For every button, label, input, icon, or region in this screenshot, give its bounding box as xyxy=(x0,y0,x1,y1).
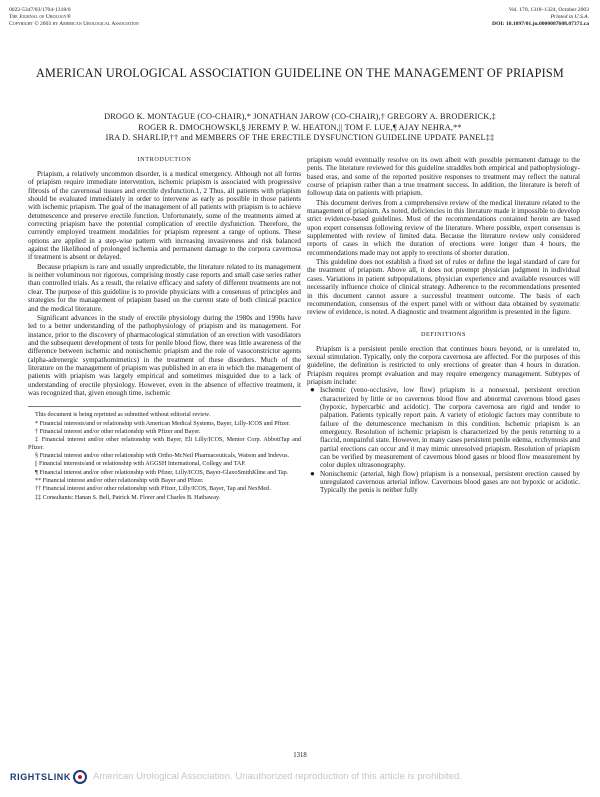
author-list xyxy=(20,112,580,144)
subtype-list xyxy=(307,386,580,494)
journal-name: The Journal of Urology® xyxy=(9,14,71,21)
author-line: IRA D. SHARLIP,†† and MEMBERS OF THE ERECTILE DYSFUNCTION GUIDELINE UPDATE PANEL‡‡ xyxy=(105,133,495,143)
body-paragraph: This guideline does not establish a fixed set of rules or define the legal standard of care for the treatment of priapism. Above all, it does not preempt physician judgment in individual cases. Variations in patient subpopulations, physician experience and available resources will necessarily influence choice of clinical strategy. Adherence to the recommendations presented in this document cannot assure a successful treatment outcome. The basis of each recommendation, consensus of the expert panel with or without data obtained by systematic review of evidence, is noted. A diagnostic and treatment algorithm is presented in the figure. xyxy=(307,258,580,317)
journal-info-left xyxy=(9,7,139,29)
volume-line: Vol. 170, 1318–1324, October 2003 xyxy=(508,7,589,13)
footnote: ** Financial interest and/or other relationship with Bayer and Pfizer. xyxy=(35,478,204,485)
footnote: † Financial interest and/or other relationship with Pfizer and Bayer. xyxy=(35,428,201,435)
list-item-text: Nonischemic (arterial, high flow) priapism is a nonsexual, persistent erection caused by unregulated cavernous arterial inflow. Cavernous blood gases are not hypoxic or acidotic. Typically the penis is neither fully xyxy=(320,469,580,495)
footnote: || Financial interests/and or relationship with AGGSH International, Collegy and TAP. xyxy=(35,461,246,468)
definitions-heading: DEFINITIONS xyxy=(420,330,467,338)
footnote: § Financial interest and/or other relationship with Ortho-McNeil Pharmaceuticals, Watson and Indevus. xyxy=(35,453,289,459)
body-paragraph: priapism would eventually resolve on its own albeit with possible permanent damage to the penis. The literature reviewed for this guideline straddles both empirical and pathophysiology-based eras, and some of the reported positive responses to treatment may reflect the natural course of priapism rather than a true treatment success. In addition, the literature is bereft of followup data on patients with priapism. xyxy=(307,156,580,198)
copyright-line: Copyright © 2003 by American Urological Association xyxy=(9,21,139,28)
page-number: 1318 xyxy=(293,752,307,759)
footnote: ¶ Financial interest and/or other relationship with Pfizer, Lilly/ICOS, Bayer-GlaxoSmithKline and Tap. xyxy=(35,469,289,476)
logo-text: RIGHTSLINK xyxy=(10,771,71,782)
rightslink-logo[interactable] xyxy=(10,770,87,784)
author-line: ROGER R. DMOCHOWSKI,§ JEREMY P. W. HEATON,|| TOM F. LUE,¶ AJAY NEHRA,** xyxy=(138,122,462,132)
author-line: DROGO K. MONTAGUE (CO-CHAIR),* JONATHAN JAROW (CO-CHAIR),† GREGORY A. BRODERICK,‡ xyxy=(104,112,496,121)
list-item-text: Ischemic (veno-occlusive, low flow) priapism is a nonsexual, persistent erection characterized by little or no cavernous blood flow and abnormal cavernous blood gases (hypoxic, hypercarbic and acidotic). The corpora cavernosa are rigid and tender to palpation. Patients typically report pain. A variety of etiologic factors may contribute to failure of the detumescence mechanism in this condition. Ischemic priapism is an emergency. Resolution of ischemic priapism is characterized by the penis returning to a flaccid, nonpainful state. However, in many cases persistent penile edema, ecchymosis and partial erections can occur and it may mimic unresolved priapism. Resolution of priapism can be verified by measurement of cavernous blood gases or blood flow measurement by color duplex ultrasonography. xyxy=(320,386,580,470)
body-paragraph: Because priapism is rare and usually unpredictable, the literature related to its management is neither voluminous nor rigorous, comprising mostly case reports and small case series rather than controlled trials. As a result, the relative efficacy and safety of different treatments are not clear. The purpose of this guideline is to provide physicians with a consensus of principles and strategies for the management of priapism based on the current state of both clinical practice and the medical literature. xyxy=(28,262,301,313)
body-paragraph: Significant advances in the study of erectile physiology during the 1980s and 1990s have led to a better understanding of the pathophysiology of priapism and its management. For instance, prior to the discovery of pharmacological stimulation of an erection with vasodilators and the subsequent development of tests for penile blood flow, there was little awareness of the difference between ischemic and nonischemic priapism and the role of vasoconstrictor agents (alpha-adrenergic sympathomimetics) in the treatment of these disorders. Much of the literature on the management of priapism was published in an era in which the management of patients with priapism was largely empirical and sometimes misguided due to a lack of understanding of erectile physiology. However, even in the absence of effective treatment, it was recognized that, given enough time, ischemic xyxy=(28,313,301,397)
journal-info-right xyxy=(492,7,589,29)
bullet-icon: ● xyxy=(310,385,315,395)
bullet-icon: ● xyxy=(310,468,315,478)
right-column xyxy=(307,156,580,495)
list-item xyxy=(310,468,580,495)
left-column xyxy=(28,156,301,502)
copyright-watermark: American Urological Association. Unauthorized reproduction of this article is prohibited. xyxy=(93,771,463,782)
body-paragraph: Priapism, a relatively uncommon disorder, is a medical emergency. Although not all forms of priapism require immediate intervention, ischemic priapism is associated with progressive fibrosis of the cavernosal tissues and erectile dysfunction.1, 2 Thus, all patients with priapism should be evaluated immediately in order to intervene as early as possible in those patients with ischemic priapism. The goal of the management of all patients with priapism is to achieve detumescence and preserve erectile function. Unfortunately, some of the treatments aimed at correcting priapism have the potential complication of erectile dysfunction. Therefore, the currently employed treatment modalities for priapism represent a range of options. These options are applied in a step-wise pattern with increasing invasiveness and risk balanced against the likelihood of prolonged ischemia and permanent damage to the corpora cavernosa if treatment is absent or delayed. xyxy=(28,170,301,262)
footnote-divider xyxy=(28,406,301,407)
footnote: * Financial interests/and or relationship with American Medical Systems, Bayer, Lilly-ICOS and Pfizer. xyxy=(35,420,291,427)
footnote: ‡‡ Consultants: Hanan S. Bell, Patrick M. Florer and Charles B. Hathaway. xyxy=(35,494,221,501)
introduction-heading: INTRODUCTION xyxy=(137,156,192,163)
body-paragraph: This document derives from a comprehensive review of the medical literature related to the management of priapism. As noted, deficiencies in this literature made it impossible to develop strict evidence-based guidelines. Most of the recommendations contained herein are based upon expert consensus following review of the literature. Where possible, expert consensus is supplemented with review of limited data. Because the literature review only considered reports of cases in which the duration of erections were longer than 4 hours, the recommendations made may not apply to erections of shorter duration. xyxy=(307,198,580,257)
printed-line: Printed in U.S.A. xyxy=(550,14,589,21)
footnote: †† Financial interest and/or other relationship with Pfizer, Lilly/ICOS, Bayer, Tap and NexMed. xyxy=(35,486,271,493)
footnote: This document is being reprinted as submitted without editorial review. xyxy=(35,412,211,419)
footer-bar xyxy=(0,764,600,789)
footnotes xyxy=(28,412,301,502)
list-item xyxy=(310,385,580,470)
footnote: ‡ Financial interest and/or other relationship with Bayer, Eli Lilly/ICOS, Mentor Corp. AbbottTap and Pfizer. xyxy=(28,437,301,451)
article-title: AMERICAN UROLOGICAL ASSOCIATION GUIDELINE ON THE MANAGEMENT OF PRIAPISM xyxy=(36,66,564,80)
doi-link[interactable]: DOI: 10.1097/01.ju.0000087608.07371.ca xyxy=(492,21,589,28)
body-paragraph: Priapism is a persistent penile erection that continues hours beyond, or is unrelated to, sexual stimulation. Typically, only the corpora cavernosa are affected. For the purposes of this guideline, the definition is restricted to only erections of greater than 4 hours in duration. Priapism requires prompt evaluation and may require emergency management. Subtypes of priapism include: xyxy=(307,344,580,386)
issn-line: 0022-5347/03/1704-1318/0 xyxy=(9,7,71,13)
rightslink-circle-icon xyxy=(73,770,87,784)
